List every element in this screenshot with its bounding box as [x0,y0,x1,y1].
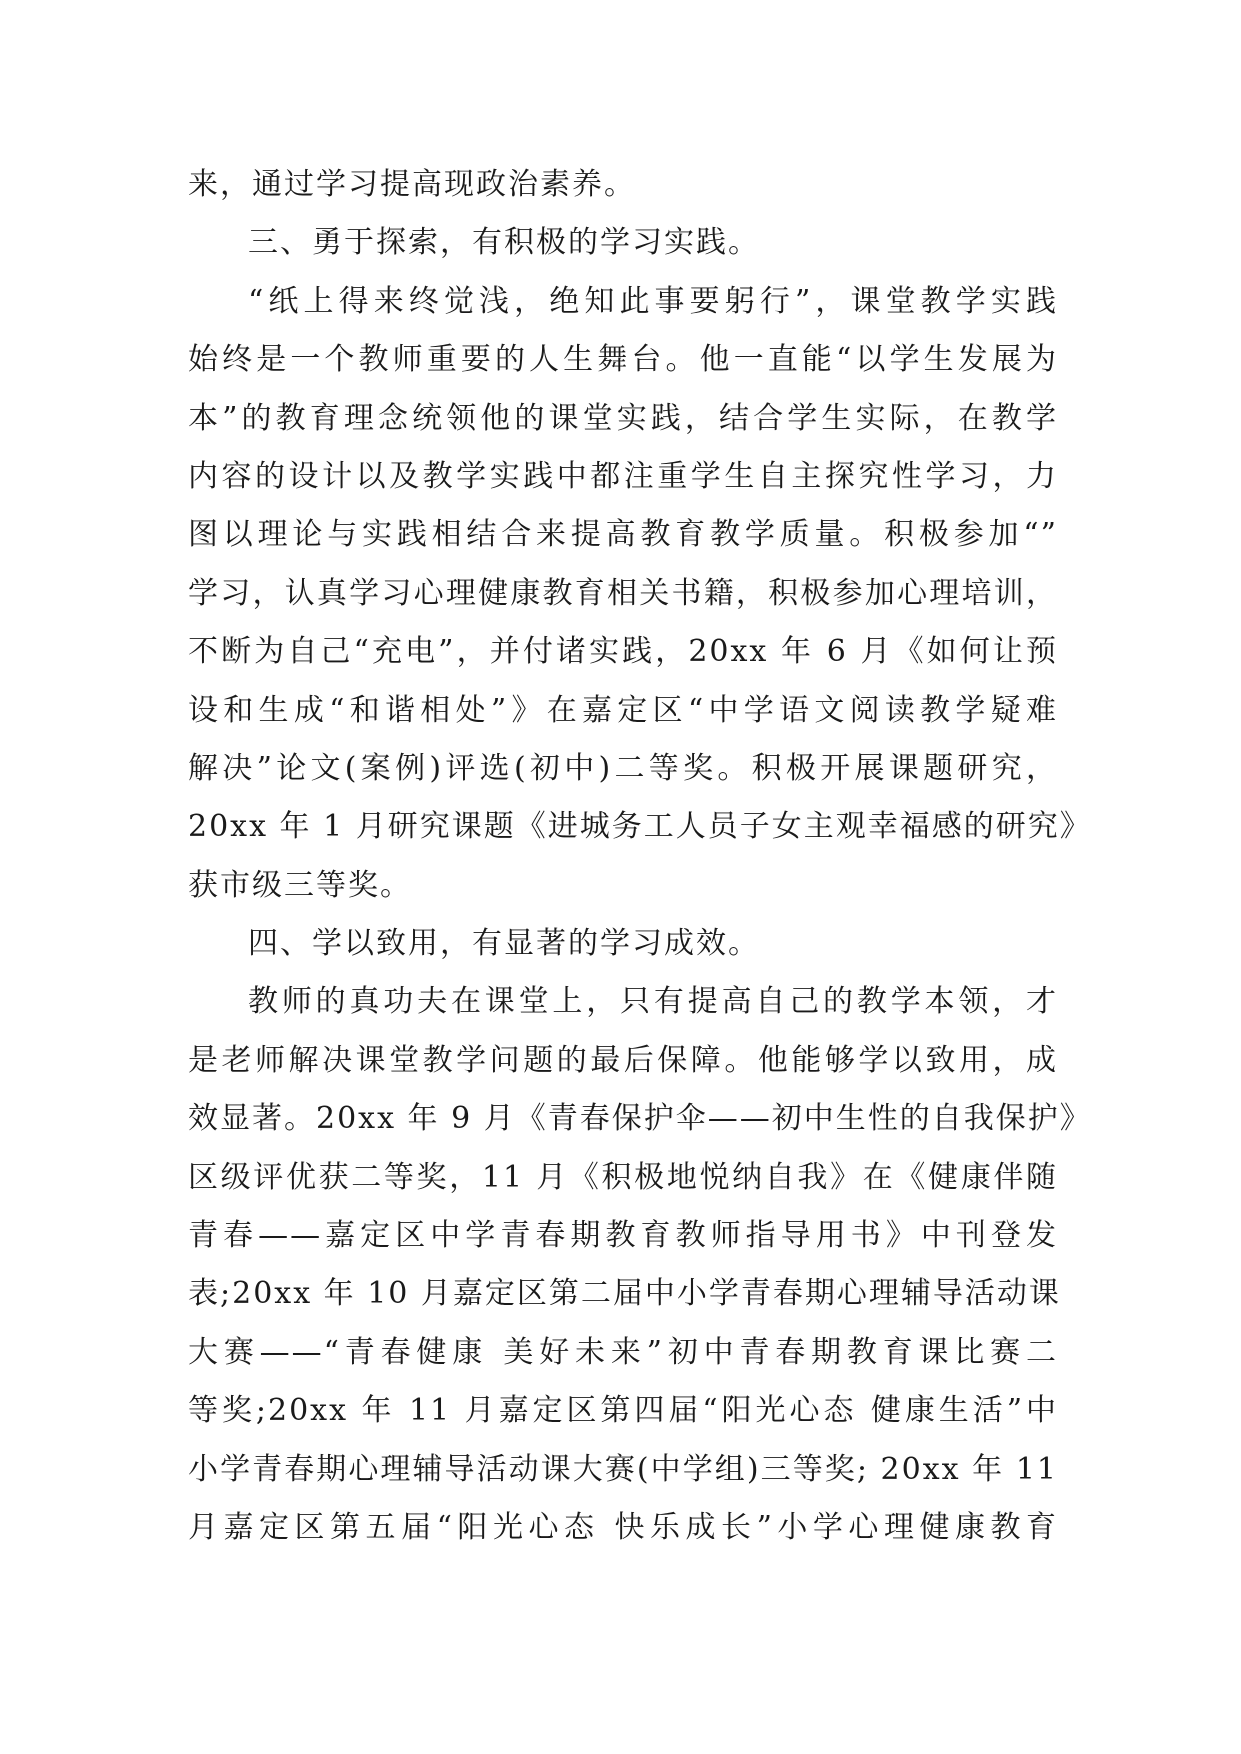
section-heading-4: 四、学以致用，有显著的学习成效。 [248,926,760,962]
text-line: 月嘉定区第五届“阳光心态 快乐成长”小学心理健康教育 [188,1509,1058,1545]
text-line: 获市级三等奖。 [188,867,412,903]
text-line: 教师的真功夫在课堂上，只有提高自己的教学本领，才 [248,984,1058,1020]
text-line: 青春——嘉定区中学青春期教育教师指导用书》中刊登发 [188,1218,1058,1254]
text-line: “纸上得来终觉浅，绝知此事要躬行”，课堂教学实践 [248,283,1058,319]
text-line: 学习，认真学习心理健康教育相关书籍，积极参加心理培训， [188,575,1058,611]
document-body [188,156,1092,1557]
section-heading-3: 三、勇于探索，有积极的学习实践。 [248,225,760,261]
text-line: 解决”论文(案例)评选(初中)二等奖。积极开展课题研究， [188,750,1058,786]
text-line: 图以理论与实践相结合来提高教育教学质量。积极参加“” [188,517,1058,553]
text-line: 效显著。20xx 年 9 月《青春保护伞——初中生性的自我保护》 [188,1101,1092,1137]
text-line: 来，通过学习提高现政治素养。 [188,167,636,202]
text-line: 内容的设计以及教学实践中都注重学生自主探究性学习，力 [188,458,1058,494]
text-line: 是老师解决课堂教学问题的最后保障。他能够学以致用，成 [188,1042,1058,1078]
text-line: 等奖;20xx 年 11 月嘉定区第四届“阳光心态 健康生活”中 [188,1393,1058,1429]
text-line: 设和生成“和谐相处”》在嘉定区“中学语文阅读教学疑难 [188,692,1058,728]
text-line: 不断为自己“充电”，并付诸实践，20xx 年 6 月《如何让预 [188,634,1058,670]
text-line: 区级评优获二等奖，11 月《积极地悦纳自我》在《健康伴随 [188,1159,1058,1195]
text-line: 大赛——“青春健康 美好未来”初中青春期教育课比赛二 [188,1334,1058,1370]
text-line: 小学青春期心理辅导活动课大赛(中学组)三等奖; 20xx 年 11 [188,1451,1058,1487]
text-line: 20xx 年 1 月研究课题《进城务工人员子女主观幸福感的研究》 [188,809,1092,845]
text-line: 表;20xx 年 10 月嘉定区第二届中小学青春期心理辅导活动课 [188,1276,1061,1312]
text-line: 本”的教育理念统领他的课堂实践，结合学生实际，在教学 [188,400,1058,436]
text-line: 始终是一个教师重要的人生舞台。他一直能“以学生发展为 [188,342,1058,378]
